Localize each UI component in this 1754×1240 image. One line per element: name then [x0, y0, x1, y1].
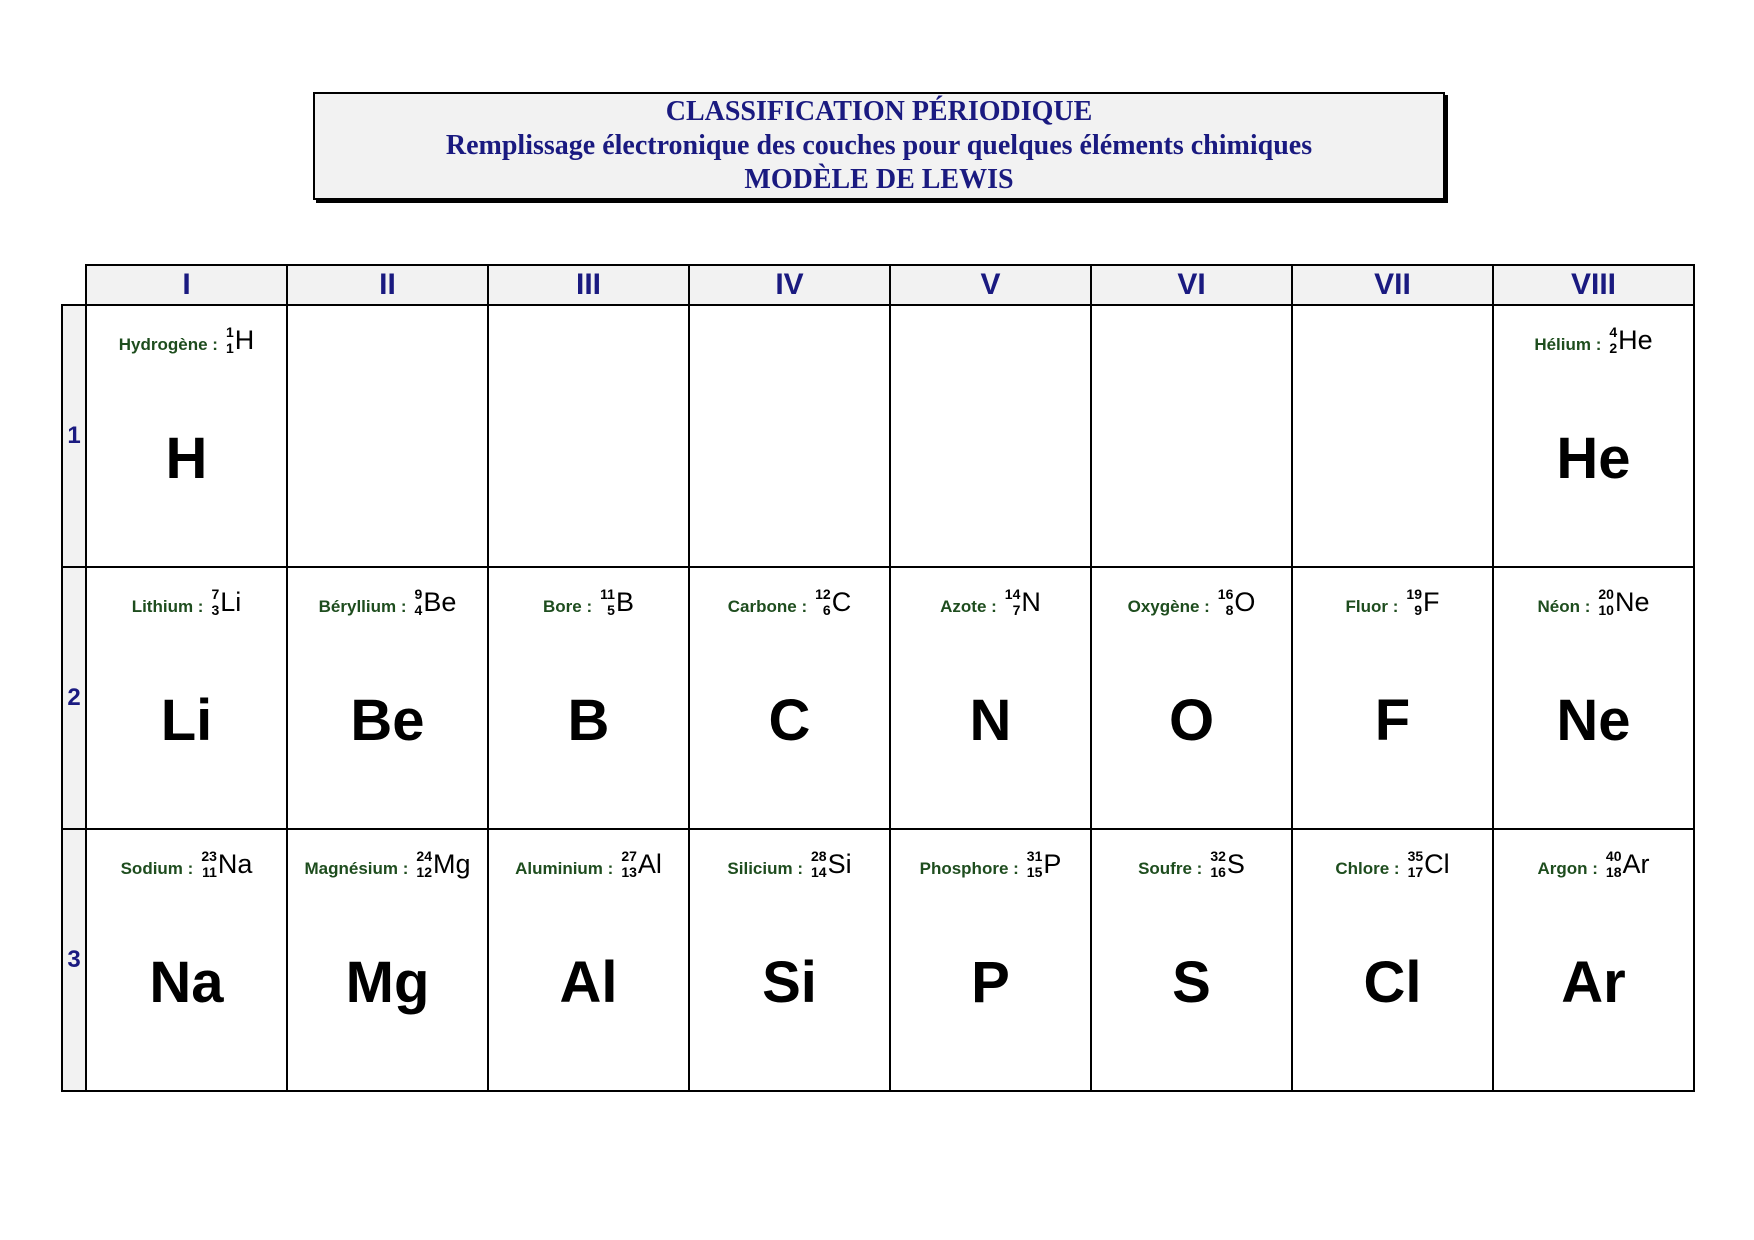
nuclide-notation — [1027, 848, 1062, 880]
empty-cell — [286, 304, 489, 568]
atomic-number: 8 — [1225, 602, 1234, 618]
element-symbol-small: C — [831, 586, 852, 617]
element-symbol-small: Si — [827, 848, 852, 879]
element-header — [1494, 320, 1693, 360]
mass-number: 7 — [211, 586, 220, 602]
element-name: Béryllium : — [318, 597, 407, 616]
element-symbol-small: Cl — [1424, 848, 1450, 879]
element-name: Phosphore : — [919, 859, 1019, 878]
element-header — [690, 582, 889, 622]
nuclide-numbers — [1609, 324, 1617, 356]
element-symbol-small: P — [1043, 848, 1062, 879]
element-name: Magnésium : — [304, 859, 409, 878]
nuclide-numbers — [621, 848, 637, 880]
element-symbol-small: Ne — [1614, 586, 1650, 617]
element-name: Hélium : — [1534, 335, 1602, 354]
empty-cell — [688, 304, 891, 568]
atomic-number: 1 — [225, 340, 234, 356]
element-symbol-large: Be — [350, 688, 425, 753]
empty-cell — [889, 304, 1092, 568]
element-cell-mg — [286, 828, 489, 1092]
nuclide-numbers — [226, 324, 234, 356]
element-symbol-large: Cl — [1363, 950, 1422, 1015]
nuclide-numbers — [1606, 848, 1622, 880]
element-header — [1293, 582, 1492, 622]
element-symbol-large: Na — [149, 950, 224, 1015]
mass-number: 4 — [1609, 324, 1618, 340]
nuclide-numbers — [211, 586, 219, 618]
element-cell-al — [487, 828, 690, 1092]
empty-cell — [487, 304, 690, 568]
element-cell-f — [1291, 566, 1494, 830]
nuclide-numbers — [416, 848, 432, 880]
element-header — [87, 582, 286, 622]
element-header — [87, 844, 286, 884]
mass-number: 12 — [815, 586, 831, 602]
mass-number: 40 — [1605, 848, 1622, 864]
column-header-7: VII — [1291, 264, 1494, 306]
nuclide-numbers — [1406, 586, 1422, 618]
column-header-5: V — [889, 264, 1092, 306]
empty-cell — [1291, 304, 1494, 568]
nuclide-numbers — [811, 848, 827, 880]
nuclide-notation — [201, 848, 252, 880]
nuclide-notation — [1606, 848, 1650, 880]
atomic-number: 11 — [202, 864, 217, 880]
element-symbol-small: Li — [220, 586, 242, 617]
element-header — [288, 844, 487, 884]
nuclide-notation — [226, 324, 254, 356]
mass-number: 19 — [1406, 586, 1422, 602]
element-header — [690, 844, 889, 884]
mass-number: 23 — [201, 848, 217, 864]
element-symbol-small: Ar — [1622, 848, 1650, 879]
element-header — [891, 582, 1090, 622]
nuclide-notation — [1218, 586, 1256, 618]
mass-number: 32 — [1210, 848, 1226, 864]
element-symbol-large: Mg — [345, 950, 430, 1015]
element-name: Silicium : — [727, 859, 803, 878]
nuclide-notation — [415, 586, 457, 618]
element-name: Bore : — [543, 597, 593, 616]
nuclide-numbers — [1218, 586, 1234, 618]
element-cell-si — [688, 828, 891, 1092]
element-symbol-small: Mg — [432, 848, 471, 879]
element-name: Néon : — [1537, 597, 1591, 616]
mass-number: 9 — [414, 586, 423, 602]
element-header — [1494, 582, 1693, 622]
atomic-number: 10 — [1598, 602, 1614, 618]
element-symbol-large: Ne — [1556, 688, 1631, 753]
element-symbol-small: Al — [637, 848, 662, 879]
element-name: Soufre : — [1138, 859, 1203, 878]
element-cell-ne — [1492, 566, 1695, 830]
nuclide-numbers — [1210, 848, 1226, 880]
mass-number: 14 — [1004, 586, 1021, 602]
element-symbol-large: H — [165, 426, 208, 491]
element-symbol-large: Li — [160, 688, 213, 753]
mass-number: 24 — [416, 848, 432, 864]
element-symbol-large: Si — [762, 950, 817, 1015]
atomic-number: 3 — [211, 602, 220, 618]
nuclide-notation — [1005, 586, 1041, 618]
column-header-8: VIII — [1492, 264, 1695, 306]
mass-number: 20 — [1598, 586, 1614, 602]
element-name: Oxygène : — [1127, 597, 1210, 616]
nuclide-notation — [1210, 848, 1245, 880]
element-name: Fluor : — [1345, 597, 1399, 616]
element-symbol-large: F — [1374, 688, 1411, 753]
element-header — [87, 320, 286, 360]
element-name: Carbone : — [727, 597, 808, 616]
mass-number: 28 — [810, 848, 827, 864]
nuclide-numbers — [1598, 586, 1614, 618]
element-name: Chlore : — [1335, 859, 1400, 878]
element-name: Hydrogène : — [118, 335, 218, 354]
element-symbol-small: H — [234, 324, 255, 355]
row-header-3: 3 — [61, 828, 87, 1092]
element-name: Aluminium : — [515, 859, 614, 878]
element-name: Sodium : — [120, 859, 194, 878]
nuclide-notation — [811, 848, 852, 880]
nuclide-notation — [1406, 586, 1439, 618]
element-header — [891, 844, 1090, 884]
element-cell-s — [1090, 828, 1293, 1092]
column-header-6: VI — [1090, 264, 1293, 306]
element-cell-o — [1090, 566, 1293, 830]
mass-number: 27 — [621, 848, 637, 864]
element-symbol-large: C — [768, 688, 811, 753]
element-symbol-large: P — [971, 950, 1010, 1015]
atomic-number: 15 — [1026, 864, 1043, 880]
element-symbol-small: Na — [217, 848, 253, 879]
element-symbol-large: Al — [559, 950, 618, 1015]
nuclide-numbers — [1027, 848, 1043, 880]
element-cell-p — [889, 828, 1092, 1092]
element-name: Azote : — [940, 597, 997, 616]
element-cell-c — [688, 566, 891, 830]
nuclide-numbers — [1408, 848, 1424, 880]
element-cell-n — [889, 566, 1092, 830]
element-cell-b — [487, 566, 690, 830]
column-header-4: IV — [688, 264, 891, 306]
element-cell-li — [85, 566, 288, 830]
atomic-number: 13 — [621, 864, 637, 880]
nuclide-numbers — [415, 586, 423, 618]
nuclide-numbers — [815, 586, 831, 618]
nuclide-numbers — [201, 848, 217, 880]
mass-number: 11 — [600, 586, 615, 602]
element-symbol-small: S — [1226, 848, 1245, 879]
element-header — [1293, 844, 1492, 884]
nuclide-notation — [1609, 324, 1652, 356]
column-header-3: III — [487, 264, 690, 306]
mass-number: 1 — [225, 324, 234, 340]
atomic-number: 14 — [810, 864, 827, 880]
title-line-1: CLASSIFICATION PÉRIODIQUE — [665, 96, 1093, 127]
mass-number: 35 — [1407, 848, 1424, 864]
atomic-number: 18 — [1605, 864, 1622, 880]
element-symbol-large: N — [969, 688, 1012, 753]
element-symbol-small: F — [1422, 586, 1440, 617]
atomic-number: 16 — [1210, 864, 1226, 880]
nuclide-numbers — [600, 586, 615, 618]
row-header-2: 2 — [61, 566, 87, 830]
nuclide-notation — [1408, 848, 1450, 880]
title-line-2: Remplissage électronique des couches pour quelques éléments chimiques — [445, 130, 1313, 161]
atomic-number: 2 — [1609, 340, 1618, 356]
element-symbol-large: He — [1556, 426, 1631, 491]
element-header — [1494, 844, 1693, 884]
element-header — [489, 582, 688, 622]
column-header-2: II — [286, 264, 489, 306]
element-symbol-large: B — [567, 688, 610, 753]
element-cell-cl — [1291, 828, 1494, 1092]
element-cell-h — [85, 304, 288, 568]
element-symbol-small: N — [1021, 586, 1041, 617]
element-header — [1092, 582, 1291, 622]
row-header-1: 1 — [61, 304, 87, 568]
element-symbol-small: O — [1234, 586, 1256, 617]
atomic-number: 12 — [416, 864, 432, 880]
empty-cell — [1090, 304, 1293, 568]
element-name: Argon : — [1537, 859, 1598, 878]
nuclide-notation — [211, 586, 241, 618]
element-name: Lithium : — [131, 597, 204, 616]
atomic-number: 17 — [1407, 864, 1424, 880]
atomic-number: 4 — [414, 602, 423, 618]
element-symbol-large: O — [1168, 688, 1215, 753]
nuclide-numbers — [1005, 586, 1021, 618]
mass-number: 31 — [1026, 848, 1043, 864]
atomic-number: 5 — [607, 602, 615, 618]
nuclide-notation — [600, 586, 634, 618]
element-header — [288, 582, 487, 622]
atomic-number: 7 — [1012, 602, 1021, 618]
element-symbol-small: Be — [423, 586, 457, 617]
atomic-number: 6 — [822, 602, 831, 618]
nuclide-notation — [416, 848, 470, 880]
title-line-3: MODÈLE DE LEWIS — [744, 164, 1014, 195]
nuclide-notation — [1598, 586, 1649, 618]
nuclide-notation — [815, 586, 851, 618]
element-cell-he — [1492, 304, 1695, 568]
element-symbol-large: Ar — [1561, 950, 1626, 1015]
column-header-1: I — [85, 264, 288, 306]
element-symbol-large: S — [1172, 950, 1211, 1015]
element-cell-na — [85, 828, 288, 1092]
element-cell-be — [286, 566, 489, 830]
element-header — [489, 844, 688, 884]
atomic-number: 9 — [1414, 602, 1422, 618]
mass-number: 16 — [1217, 586, 1234, 602]
title-box — [313, 92, 1445, 200]
element-symbol-small: He — [1618, 324, 1653, 355]
nuclide-notation — [621, 848, 662, 880]
element-cell-ar — [1492, 828, 1695, 1092]
element-header — [1092, 844, 1291, 884]
element-symbol-small: B — [615, 586, 634, 617]
